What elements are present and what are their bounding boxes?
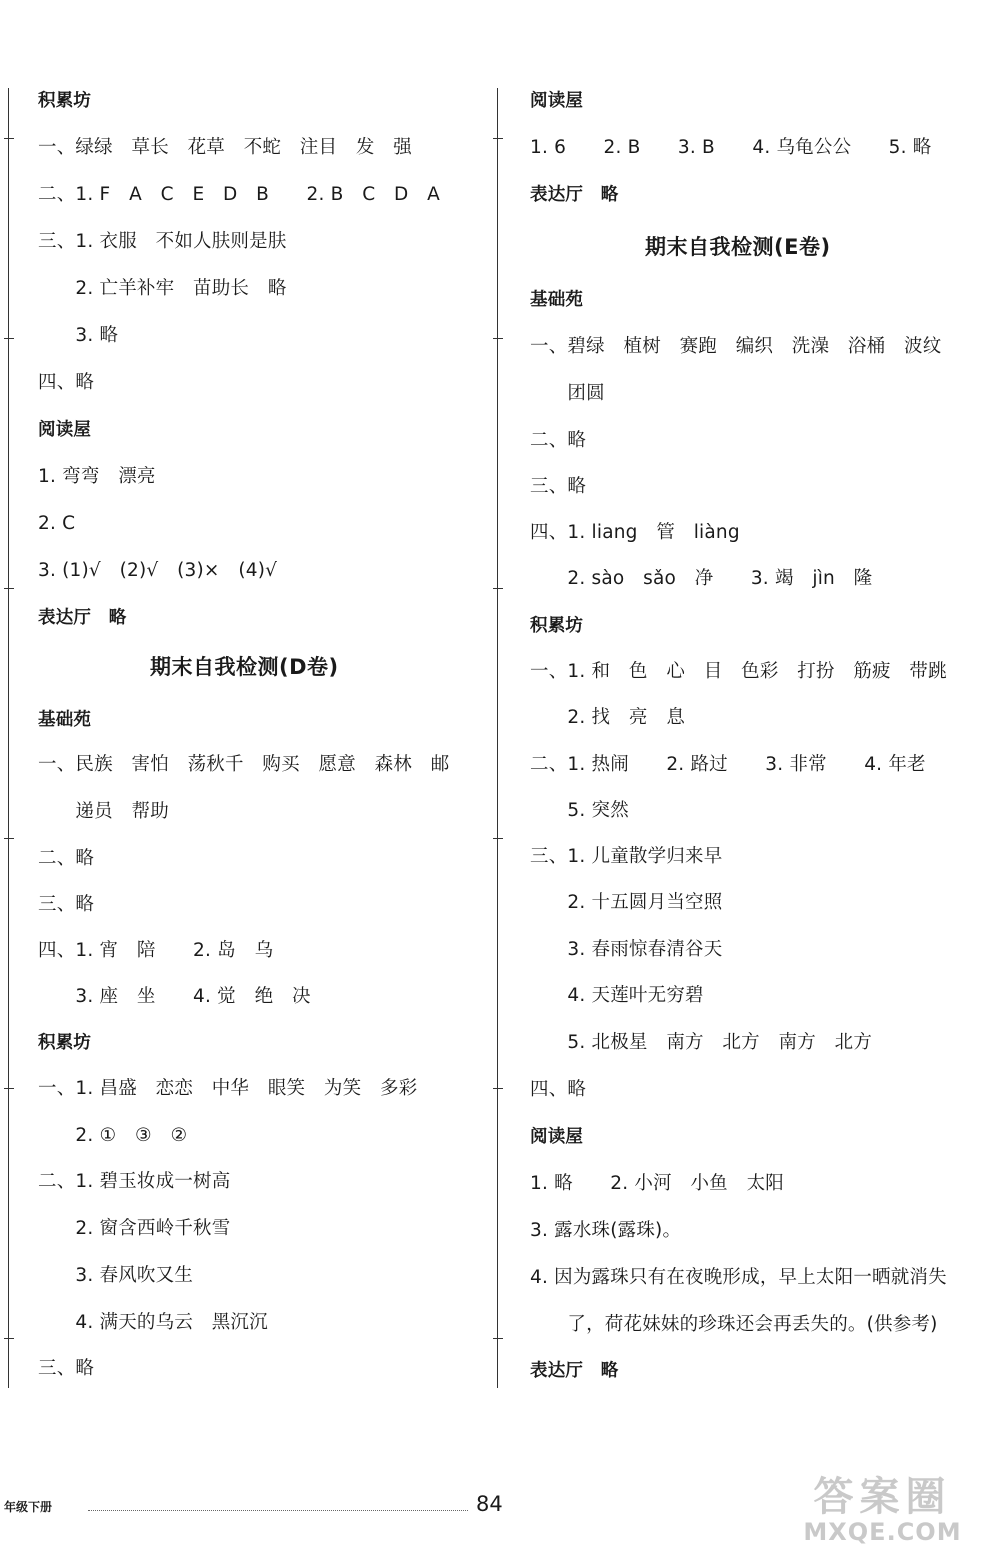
left-margin-rule — [8, 88, 9, 1388]
answer-line: 2. 找 亮 息 — [530, 707, 686, 728]
answer-line: 二、略 — [38, 848, 95, 869]
answer-line: 5. 北极星 南方 北方 南方 北方 — [530, 1032, 873, 1053]
answer-line: 一、1. 和 色 心 目 色彩 打扮 筋疲 带跳 — [530, 661, 947, 682]
section-heading: 积累坊 — [530, 616, 584, 636]
answer-line: 3. 春风吹又生 — [38, 1265, 194, 1286]
section-heading: 表达厅 略 — [530, 185, 619, 205]
margin-tick — [493, 1338, 503, 1339]
margin-tick — [4, 838, 14, 839]
answer-line: 4. 天莲叶无穷碧 — [530, 985, 704, 1006]
answer-line: 四、略 — [38, 372, 95, 393]
answer-line: 4. 因为露珠只有在夜晚形成，早上太阳一晒就消失 — [530, 1267, 947, 1288]
answer-line: 二、1. 碧玉妆成一树高 — [38, 1171, 231, 1192]
answer-line: 一、1. 昌盛 恋恋 中华 眼笑 为笑 多彩 — [38, 1078, 418, 1099]
answer-line: 三、略 — [38, 1358, 95, 1379]
answer-line: 三、略 — [530, 476, 587, 497]
answer-line: 递员 帮助 — [38, 801, 169, 822]
page-number: 84 — [476, 1492, 503, 1516]
answer-line: 3. 略 — [38, 325, 119, 346]
margin-tick — [4, 588, 14, 589]
section-heading: 表达厅 略 — [530, 1361, 619, 1381]
watermark-url: MXQE.COM — [803, 1518, 962, 1546]
right-column — [500, 0, 950, 1552]
answer-line: 二、1. 热闹 2. 路过 3. 非常 4. 年老 — [530, 754, 926, 775]
answer-line: 1. 6 2. B 3. B 4. 乌龟公公 5. 略 — [530, 137, 932, 158]
center-rule — [497, 88, 498, 1388]
answer-line: 三、1. 儿童散学归来早 — [530, 846, 723, 867]
answer-line: 3. 露水珠(露珠)。 — [530, 1220, 682, 1241]
margin-tick — [4, 338, 14, 339]
test-title: 期末自我检测(E卷) — [645, 235, 831, 259]
answer-line: 3. (1)√ (2)√ (3)× (4)√ — [38, 560, 278, 581]
left-column — [0, 0, 450, 1552]
margin-tick — [4, 1338, 14, 1339]
answer-line: 1. 弯弯 漂亮 — [38, 466, 156, 487]
watermark-logo — [770, 1475, 995, 1547]
answer-line: 5. 突然 — [530, 800, 629, 821]
answer-line: 一、民族 害怕 荡秋千 购买 愿意 森林 邮 — [38, 754, 450, 775]
answer-line: 三、1. 衣服 不如人肤则是肤 — [38, 231, 287, 252]
answer-line: 2. 十五圆月当空照 — [530, 892, 723, 913]
answer-line: 2. ① ③ ② — [38, 1125, 188, 1146]
section-heading: 阅读屋 — [530, 91, 584, 111]
section-heading: 阅读屋 — [530, 1127, 584, 1147]
answer-line: 一、绿绿 草长 花草 不蛇 注目 发 强 — [38, 137, 413, 158]
answer-line: 4. 满天的乌云 黑沉沉 — [38, 1312, 268, 1333]
answer-line: 四、1. liang 管 liàng — [530, 522, 740, 543]
margin-tick — [493, 338, 503, 339]
footer-dotted-rule — [88, 1510, 468, 1511]
answer-line: 1. 略 2. 小河 小鱼 太阳 — [530, 1173, 784, 1194]
section-heading: 积累坊 — [38, 91, 92, 111]
answer-line: 3. 座 坐 4. 觉 绝 决 — [38, 986, 311, 1007]
section-heading: 基础苑 — [38, 710, 92, 730]
answer-line: 3. 春雨惊春清谷天 — [530, 939, 723, 960]
section-heading: 积累坊 — [38, 1033, 92, 1053]
answer-line: 三、略 — [38, 894, 95, 915]
answer-line: 四、1. 宵 陪 2. 岛 乌 — [38, 940, 274, 961]
answer-line: 2. 亡羊补牢 苗助长 略 — [38, 278, 287, 299]
section-heading: 表达厅 略 — [38, 608, 127, 628]
margin-tick — [493, 1088, 503, 1089]
answer-line: 2. 窗含西岭千秋雪 — [38, 1218, 231, 1239]
answer-line: 四、略 — [530, 1079, 587, 1100]
margin-tick — [4, 138, 14, 139]
section-heading: 基础苑 — [530, 290, 584, 310]
answer-line: 2. C — [38, 513, 76, 534]
margin-tick — [4, 1088, 14, 1089]
answer-line: 团圆 — [530, 383, 605, 404]
answer-line: 一、碧绿 植树 赛跑 编织 洗澡 浴桶 波纹 — [530, 336, 942, 357]
answer-line: 2. sào sǎo 净 3. 竭 jìn 隆 — [530, 568, 873, 589]
section-heading: 阅读屋 — [38, 420, 92, 440]
answer-line: 了，荷花妹妹的珍珠还会再丢失的。(供参考) — [530, 1314, 938, 1335]
margin-tick — [493, 588, 503, 589]
watermark-text: 答案圈 — [813, 1474, 952, 1520]
answer-line: 二、略 — [530, 430, 587, 451]
margin-tick — [493, 138, 503, 139]
test-title: 期末自我检测(D卷) — [150, 655, 339, 679]
margin-tick — [493, 838, 503, 839]
answer-line: 二、1. F A C E D B 2. B C D A — [38, 184, 441, 205]
grade-label: 年级下册 — [4, 1500, 53, 1514]
